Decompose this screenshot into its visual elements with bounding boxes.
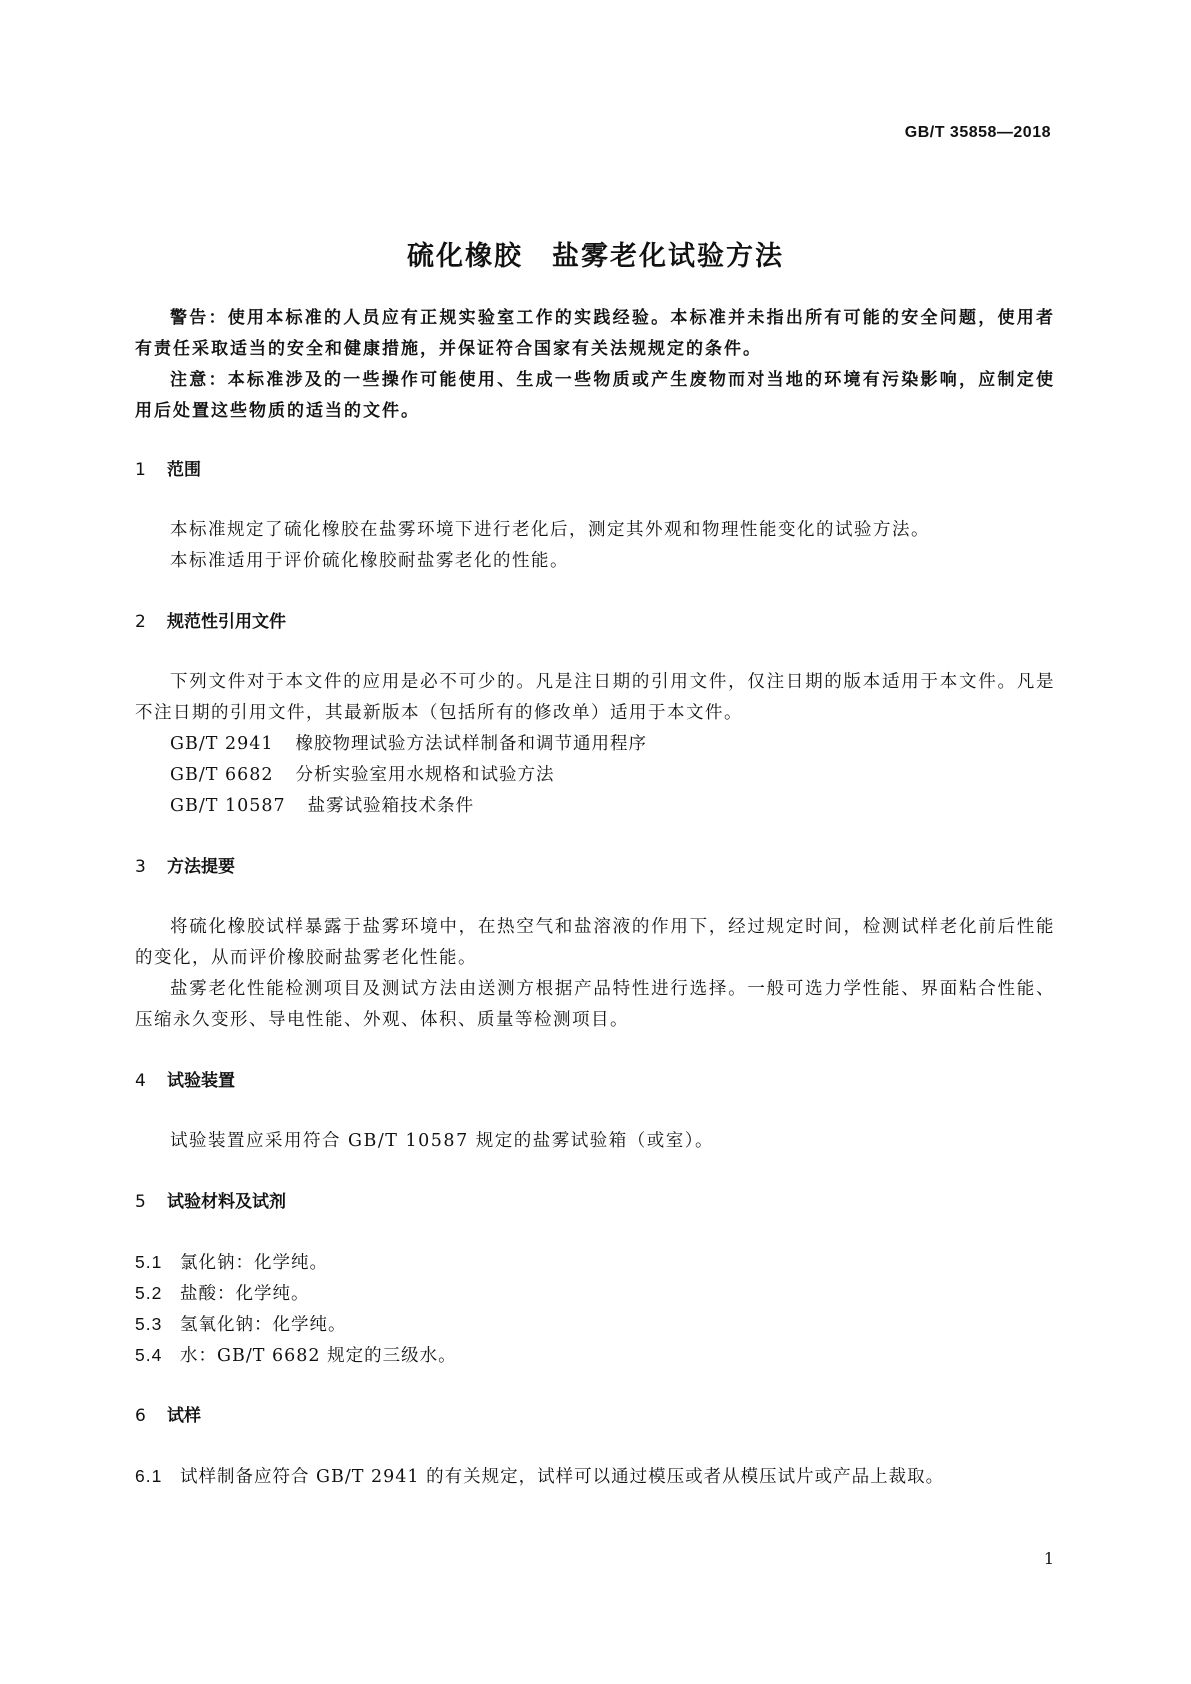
section-3-paragraph: 将硫化橡胶试样暴露于盐雾环境中，在热空气和盐溶液的作用下，经过规定时间，检测试样老化前后性能的变化，从而评价橡胶耐盐雾老化性能。: [135, 917, 1055, 968]
clause-item: 6.1 试样制备应符合 GB/T 2941 的有关规定，试样可以通过模压或者从模压试片或产品上裁取。: [135, 1466, 945, 1487]
section-2-heading: 2 规范性引用文件: [135, 612, 286, 632]
reference-item: GB/T 6682 分析实验室用水规格和试验方法: [170, 765, 555, 785]
page-number: 1: [1043, 1549, 1054, 1568]
document-body: [135, 303, 1055, 1492]
clause-item: 5.4 水：GB/T 6682 规定的三级水。: [135, 1345, 457, 1366]
section-1-heading: 1 范围: [135, 460, 201, 480]
section-3-paragraph: 盐雾老化性能检测项目及测试方法由送测方根据产品特性进行选择。一般可选力学性能、界面粘合性能、压缩永久变形、导电性能、外观、体积、质量等检测项目。: [135, 979, 1055, 1030]
section-2-paragraph: 下列文件对于本文件的应用是必不可少的。凡是注日期的引用文件，仅注日期的版本适用于本文件。凡是不注日期的引用文件，其最新版本（包括所有的修改单）适用于本文件。: [135, 672, 1055, 723]
clause-item: 5.2 盐酸：化学纯。: [135, 1283, 310, 1304]
reference-item: GB/T 10587 盐雾试验箱技术条件: [170, 796, 475, 816]
reference-item: GB/T 2941 橡胶物理试验方法试样制备和调节通用程序: [170, 734, 648, 754]
section-3-heading: 3 方法提要: [135, 857, 235, 877]
clause-item: 5.1 氯化钠：化学纯。: [135, 1252, 328, 1273]
notice-paragraph: 注意：本标准涉及的一些操作可能使用、生成一些物质或产生废物而对当地的环境有污染影响，应制定使用后处置这些物质的适当的文件。: [135, 370, 1055, 421]
section-4-paragraph: 试验装置应采用符合 GB/T 10587 规定的盐雾试验箱（或室）。: [170, 1131, 715, 1151]
document-title: 硫化橡胶 盐雾老化试验方法: [407, 241, 784, 272]
section-6-heading: 6 试样: [135, 1406, 201, 1426]
section-1-paragraph: 本标准适用于评价硫化橡胶耐盐雾老化的性能。: [170, 551, 569, 571]
warning-paragraph: 警告：使用本标准的人员应有正规实验室工作的实践经验。本标准并未指出所有可能的安全问题，使用者有责任采取适当的安全和健康措施，并保证符合国家有关法规规定的条件。: [135, 308, 1055, 359]
section-5-heading: 5 试验材料及试剂: [135, 1192, 286, 1212]
section-4-heading: 4 试验装置: [135, 1071, 235, 1091]
clause-item: 5.3 氢氧化钠：化学纯。: [135, 1314, 347, 1335]
section-1-paragraph: 本标准规定了硫化橡胶在盐雾环境下进行老化后，测定其外观和物理性能变化的试验方法。: [170, 520, 930, 540]
standard-code: GB/T 35858—2018: [904, 124, 1051, 141]
